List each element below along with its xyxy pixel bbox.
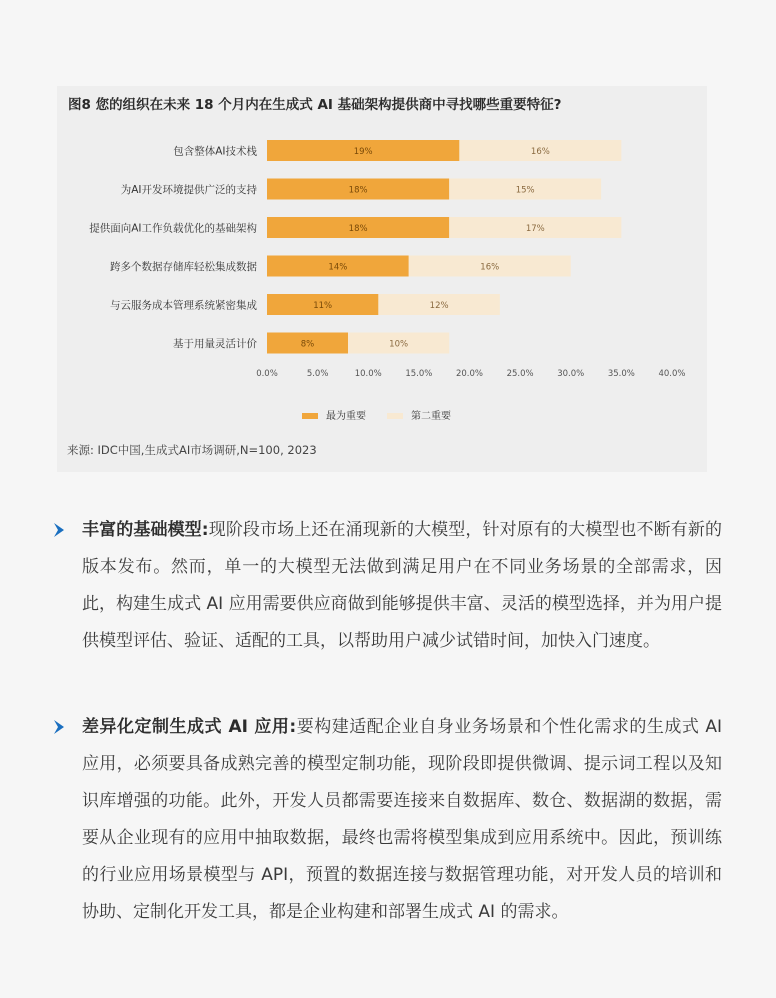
chevron-right-icon [52,522,66,538]
bullet-paragraph [82,709,722,931]
data-label: 18% [348,185,368,196]
bullet-paragraph [82,512,722,660]
bullet-body: 要构建适配企业自身业务场景和个性化需求的生成式 AI 应用，必须要具备成熟完善的模型定制功能，现阶段即提供微调、提示词工程以及知识库增强的功能。此外，开发人员都需要连接来自数据库、数仓、数据湖的数据，需要从企业现有的应用中抽取数据，最终也需将模型集成到应用系统中。因此，预训练的行业应用场景模型与 API，预置的数据连接与数据管理功能，对开发人员的培训和协助、定制化开发工具，都是企业构建和部署生成式 AI 的需求。 [82,717,723,922]
data-label: 15% [515,185,535,196]
category-label: 基于用量灵活计价 [173,338,257,350]
data-label: 12% [429,301,449,311]
category-label: 跨多个数据存储库轻松集成数据 [110,261,257,273]
x-tick-label: 35.0% [607,369,635,379]
x-tick-label: 20.0% [455,369,484,379]
legend-swatch-most-important [302,413,318,419]
data-label: 8% [300,339,315,350]
figure-title: 图8 您的组织在未来 18 个月内在生成式 AI 基础架构提供商中寻找哪些重要特征? [68,97,562,113]
x-tick-label: 5.0% [306,369,329,379]
category-label: 为AI开发环境提供广泛的支持 [120,184,257,196]
x-tick-label: 10.0% [354,369,382,379]
data-label: 14% [328,262,348,273]
x-tick-label: 30.0% [557,369,585,379]
data-label: 17% [525,224,545,234]
legend-label: 最为重要 [326,411,366,422]
legend-label: 第二重要 [411,411,451,422]
category-label: 包含整体AI技术栈 [173,145,257,158]
x-tick-label: 15.0% [405,369,433,379]
data-label: 16% [530,147,550,157]
chevron-right-icon [52,719,66,735]
x-tick-label: 25.0% [506,369,534,379]
stacked-bar-chart [57,130,707,440]
category-label: 提供面向AI工作负载优化的基础架构 [89,222,257,235]
bullet-heading: 丰富的基础模型: [82,520,209,540]
data-label: 18% [348,224,368,234]
legend-swatch-second-important [387,413,403,419]
bullet-heading: 差异化定制生成式 AI 应用: [82,717,297,737]
data-label: 11% [313,301,333,311]
category-label: 与云服务成本管理系统紧密集成 [110,299,257,312]
data-label: 19% [353,147,373,157]
data-label: 16% [480,262,500,273]
figure-source: 来源: IDC中国,生成式AI市场调研,N=100, 2023 [67,443,317,457]
bullet-body: 现阶段市场上还在涌现新的大模型，针对原有的大模型也不断有新的版本发布。然而，单一的大模型无法做到满足用户在不同业务场景的全部需求，因此，构建生成式 AI 应用需要供应商做到能够提供丰富、灵活的模型选择，并为用户提供模型评估、验证、适配的工具，以帮助用户减少试错时间，加快入门速度。 [82,520,722,651]
data-label: 10% [389,339,409,350]
x-tick-label: 0.0% [256,369,278,379]
bullet-custom-ai-apps [52,709,722,931]
x-tick-label: 40.0% [658,369,686,379]
bullet-foundation-models [52,512,722,660]
